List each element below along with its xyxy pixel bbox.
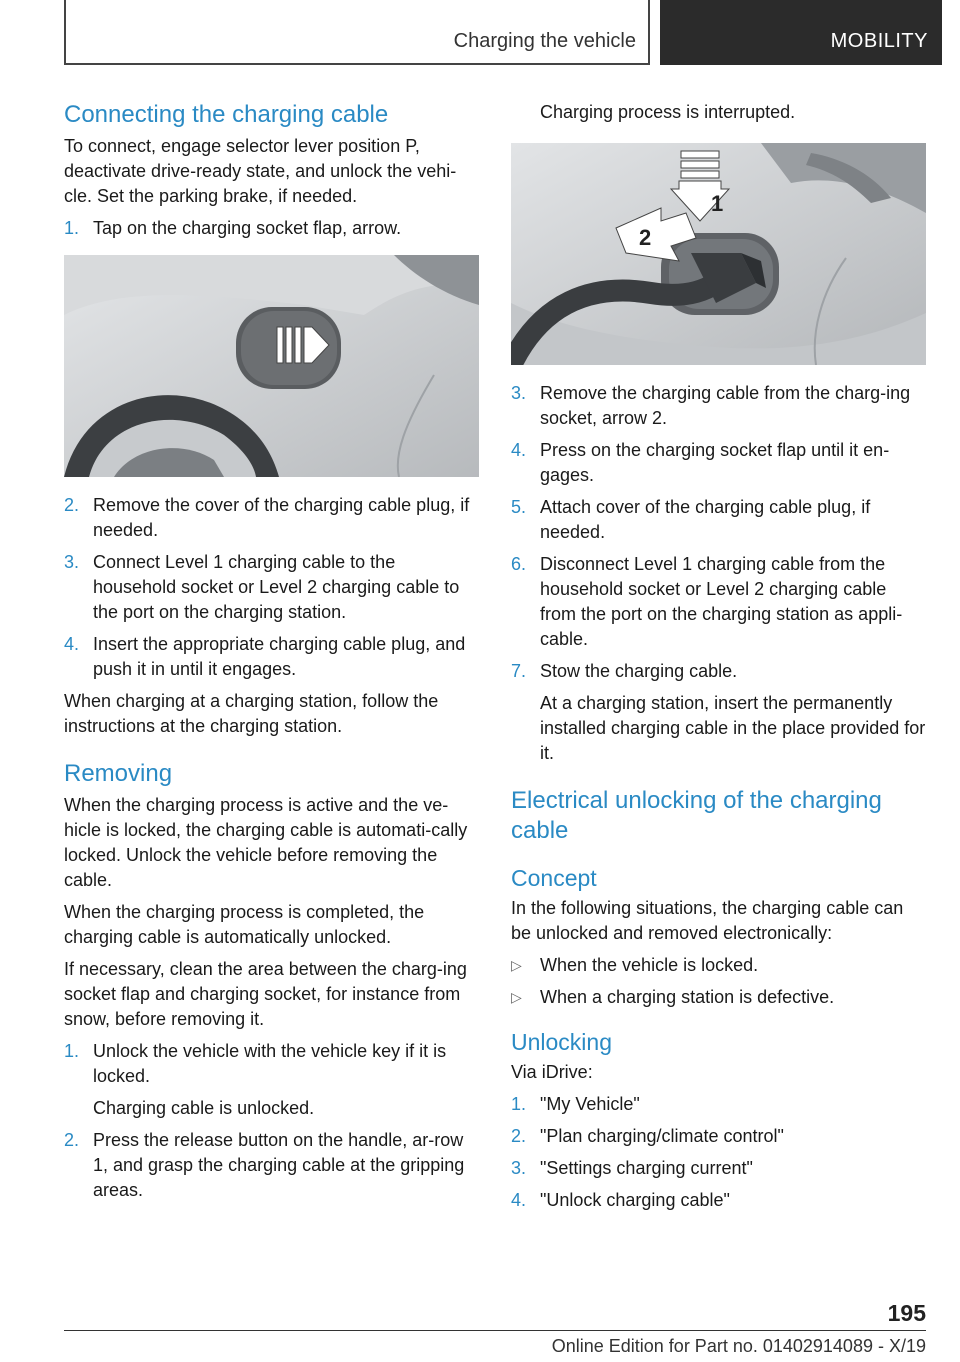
list-item: 2. "Plan charging/climate control" (511, 1126, 784, 1146)
right-column (511, 100, 926, 1220)
step-note: At a charging station, insert the permanently installed charging cable in the place provided for it. (540, 693, 926, 763)
removing-steps (64, 1039, 476, 1203)
section-title: Charging the vehicle (453, 30, 636, 52)
list-item: 3. Remove the charging cable from the charg-ing socket, arrow 2. (511, 383, 911, 428)
unlocking-steps (511, 1092, 926, 1213)
page-number: 195 (887, 1300, 926, 1326)
triangle-bullet-icon: ▷ (511, 957, 522, 973)
list-item: 7. Stow the charging cable. At a charging station, insert the permanently installed charging cable in the place provided for it. (511, 659, 926, 766)
chapter-title: MOBILITY (830, 30, 928, 52)
svg-text:2: 2 (639, 225, 652, 250)
list-item: 1. Unlock the vehicle with the vehicle key if it is locked. Charging cable is unlocked. (64, 1039, 476, 1121)
removing-steps-continued (511, 381, 926, 766)
unlocking-text: Via iDrive: (511, 1062, 593, 1082)
unlocking-heading: Unlocking (511, 1029, 612, 1055)
list-item: 1. Tap on the charging socket flap, arrow. (64, 218, 402, 238)
list-item: 4. Insert the appropriate charging cable plug, and push it in until it engages. (64, 634, 466, 679)
connecting-note: When charging at a charging station, follow the instructions at the charging station. (64, 691, 439, 736)
list-item: 4. Press on the charging socket flap until it en-gages. (511, 440, 890, 485)
list-item: 6. Disconnect Level 1 charging cable from the household socket or Level 2 charging cable from the port on the charging station as appli-cable. (511, 554, 903, 649)
connecting-heading: Connecting the charging cable (64, 101, 389, 128)
electrical-unlocking-heading: Electrical unlocking of the charging cable (511, 787, 882, 844)
list-item: 5. Attach cover of the charging cable plug, if needed. (511, 497, 871, 542)
list-item: 4. "Unlock charging cable" (511, 1190, 730, 1210)
removing-para-2: When the charging process is completed, the charging cable is automatically unlocked. (64, 902, 425, 947)
header-frame (64, 0, 650, 65)
chapter-tab (660, 0, 942, 65)
charging-plug-illustration (511, 143, 926, 365)
connecting-steps-a (64, 216, 476, 241)
connecting-intro: To connect, engage selector lever position P, deactivate drive-ready state, and unlock the vehi-cle. Set the parking brake, if needed. (64, 136, 457, 206)
list-item: 2. Press the release button on the handle, ar-row 1, and grasp the charging cable at the gripping areas. (64, 1130, 465, 1200)
list-item: ▷ When the vehicle is locked. (511, 953, 926, 978)
list-item: 2. Remove the cover of the charging cable plug, if needed. (64, 495, 470, 540)
list-item: 1. "My Vehicle" (511, 1094, 640, 1114)
concept-text: In the following situations, the charging cable can be unlocked and removed electronically: (511, 898, 904, 943)
continued-result: Charging process is interrupted. (540, 102, 796, 122)
step-result: Charging cable is unlocked. (93, 1098, 315, 1118)
svg-text:1: 1 (711, 191, 724, 216)
removing-para-1: When the charging process is active and the ve-hicle is locked, the charging cable is automati-cally locked. Unlock the vehicle before removing the cable. (64, 795, 468, 890)
concept-bullets (511, 953, 926, 1010)
triangle-bullet-icon: ▷ (511, 989, 522, 1005)
charging-flap-illustration (64, 255, 479, 477)
concept-heading: Concept (511, 865, 597, 891)
removing-para-3: If necessary, clean the area between the charg-ing socket flap and charging socket, for instance from snow, before removing it. (64, 959, 467, 1029)
removing-heading: Removing (64, 760, 173, 787)
list-item: 3. "Settings charging current" (511, 1158, 753, 1178)
connecting-steps-b (64, 493, 476, 682)
footer-divider (64, 1330, 926, 1331)
left-column (64, 100, 476, 1210)
list-item: 3. Connect Level 1 charging cable to the household socket or Level 2 charging cable to the port on the charging station. (64, 552, 460, 622)
edition-info: Online Edition for Part no. 01402914089 - X/19 (551, 1336, 926, 1356)
list-item: ▷ When a charging station is defective. (511, 985, 926, 1010)
